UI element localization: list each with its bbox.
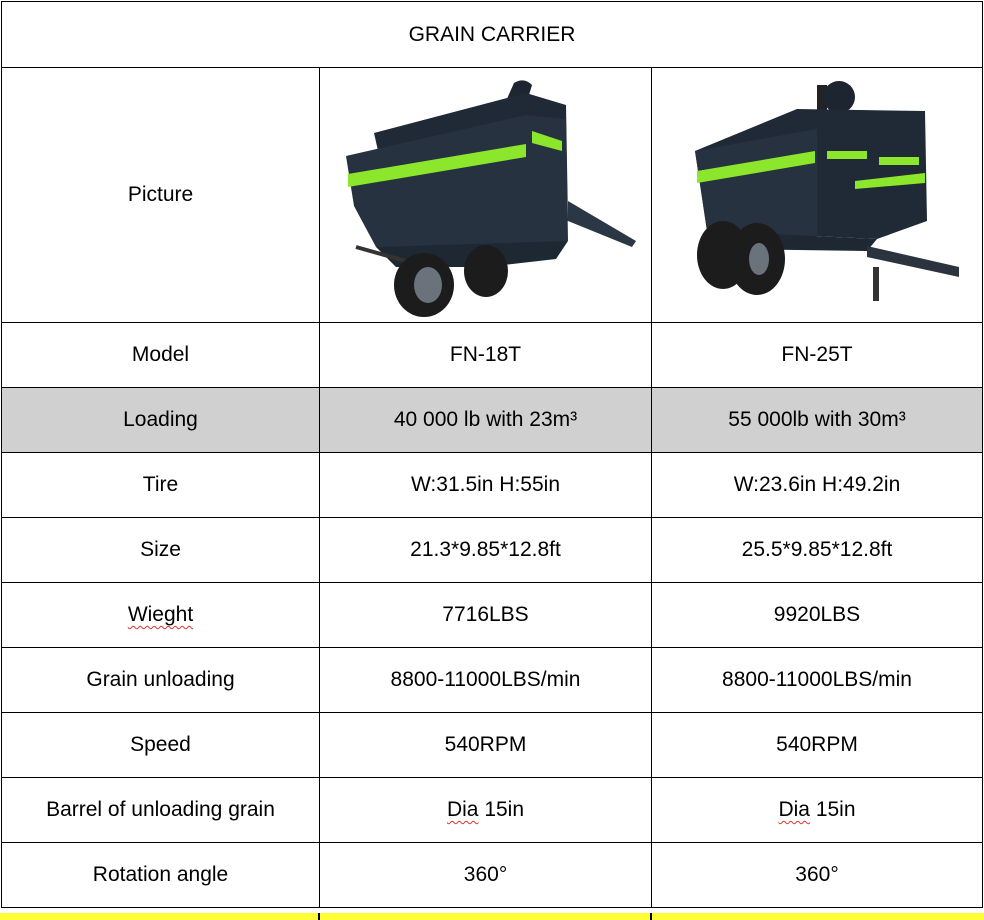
row-label-model: Model <box>2 323 320 388</box>
model-fn25t: FN-25T <box>652 323 983 388</box>
table-title: GRAIN CARRIER <box>2 2 983 68</box>
speed-fn25t: 540RPM <box>652 713 983 778</box>
speed-fn18t: 540RPM <box>320 713 652 778</box>
picture-fn18t <box>320 68 652 323</box>
size-fn25t: 25.5*9.85*12.8ft <box>652 518 983 583</box>
barrel-fn18t-size: 15in <box>478 798 525 821</box>
grain-cart-tandem-axle-image <box>667 71 967 319</box>
barrel-fn25t-size: 15in <box>809 798 856 821</box>
row-label-grain-unloading: Grain unloading <box>2 648 320 713</box>
weight-fn25t: 9920LBS <box>652 583 983 648</box>
weight-fn18t: 7716LBS <box>320 583 652 648</box>
size-fn18t: 21.3*9.85*12.8ft <box>320 518 652 583</box>
model-fn18t: FN-18T <box>320 323 652 388</box>
column-divider <box>650 913 652 920</box>
row-label-loading: Loading <box>2 388 320 453</box>
column-divider <box>318 913 320 920</box>
tire-fn25t: W:23.6in H:49.2in <box>652 453 983 518</box>
weight-label-text: Wieght <box>127 603 194 626</box>
loading-fn18t: 40 000 lb with 23m³ <box>320 388 652 453</box>
grain-cart-single-axle-image <box>336 71 636 319</box>
loading-fn25t: 55 000lb with 30m³ <box>652 388 983 453</box>
row-label-picture: Picture <box>2 68 320 323</box>
rotation-fn25t: 360° <box>652 843 983 908</box>
unloading-fn18t: 8800-11000LBS/min <box>320 648 652 713</box>
row-label-size: Size <box>2 518 320 583</box>
row-label-rotation: Rotation angle <box>2 843 320 908</box>
barrel-fn25t <box>652 778 983 843</box>
row-label-weight <box>2 583 320 648</box>
picture-fn25t <box>652 68 983 323</box>
unloading-fn25t: 8800-11000LBS/min <box>652 648 983 713</box>
barrel-fn25t-dia: Dia <box>778 798 810 821</box>
row-label-speed: Speed <box>2 713 320 778</box>
tire-fn18t: W:31.5in H:55in <box>320 453 652 518</box>
barrel-fn18t-dia: Dia <box>446 798 479 821</box>
barrel-fn18t <box>320 778 652 843</box>
rotation-fn18t: 360° <box>320 843 652 908</box>
row-label-barrel: Barrel of unloading grain <box>2 778 320 843</box>
next-row-highlight <box>0 913 984 920</box>
row-label-tire: Tire <box>2 453 320 518</box>
spec-table <box>1 1 983 908</box>
